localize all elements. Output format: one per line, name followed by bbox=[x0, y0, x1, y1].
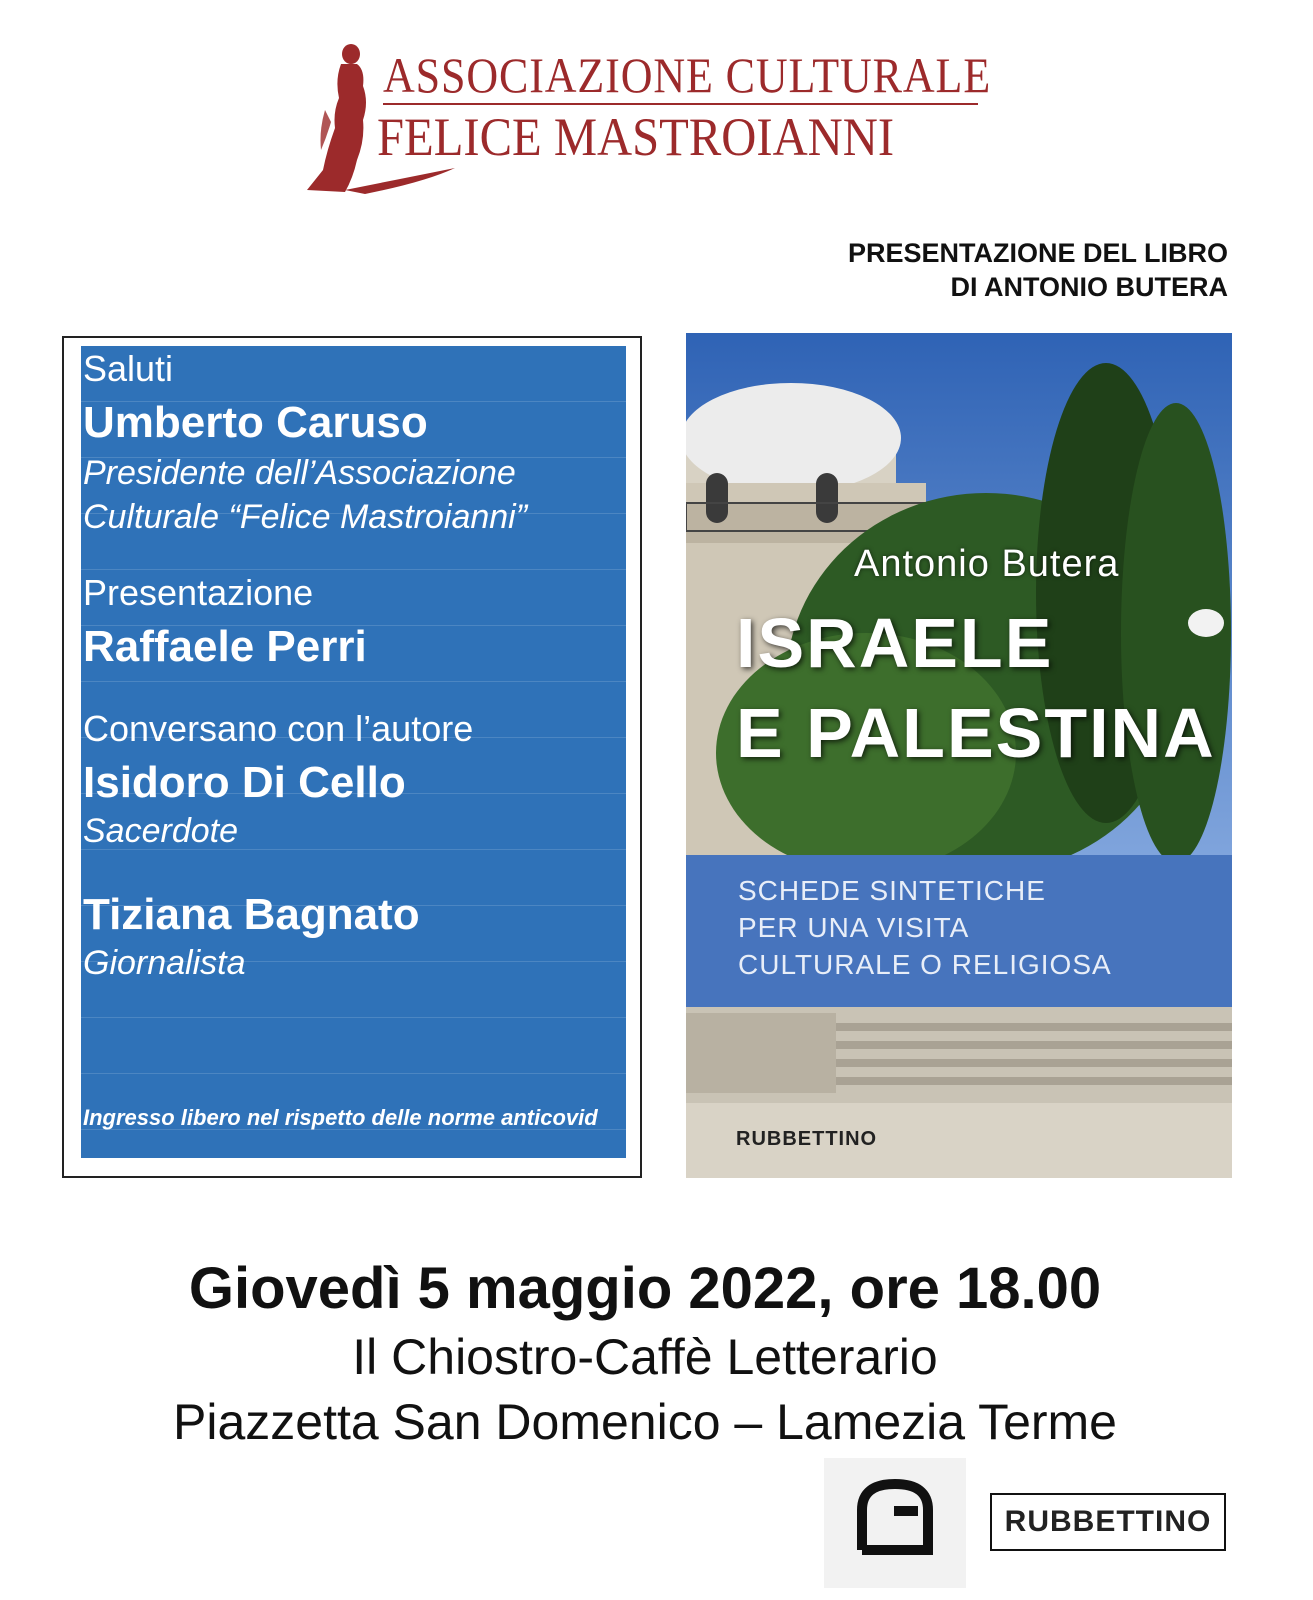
logo-title-line2: FELICE MASTROIANNI bbox=[377, 107, 895, 167]
greetings-name: Umberto Caruso bbox=[83, 398, 428, 447]
presentation-heading bbox=[848, 236, 1228, 304]
speakers-panel bbox=[81, 346, 626, 1158]
publisher-logo: RUBBETTINO bbox=[990, 1493, 1226, 1551]
speaker2-desc: Giornalista bbox=[83, 944, 246, 982]
book-title-line2: E PALESTINA bbox=[736, 694, 1216, 772]
book-title-line1: ISRAELE bbox=[736, 604, 1054, 682]
book-subtitle-line2: PER UNA VISITA bbox=[738, 912, 970, 943]
heading-line1: PRESENTAZIONE DEL LIBRO bbox=[847, 238, 1228, 268]
logo-title-line1: ASSOCIAZIONE CULTURALE bbox=[383, 47, 992, 103]
book-subtitle-line1: SCHEDE SINTETICHE bbox=[738, 875, 1046, 906]
book-publisher: RUBBETTINO bbox=[736, 1128, 878, 1150]
book-cover bbox=[686, 333, 1232, 1178]
book-author: Antonio Butera bbox=[854, 543, 1120, 585]
conversation-label: Conversano con l’autore bbox=[83, 708, 474, 749]
greetings-desc-2: Culturale “Felice Mastroianni” bbox=[83, 498, 528, 536]
association-logo bbox=[305, 40, 992, 200]
book-subtitle-line3: CULTURALE O RELIGIOSA bbox=[738, 949, 1112, 980]
greetings-desc-1: Presidente dell’Associazione bbox=[83, 454, 516, 492]
chiostro-logo bbox=[824, 1458, 966, 1588]
event-venue: Il Chiostro-Caffè Letterario bbox=[352, 1329, 938, 1385]
access-note: Ingresso libero nel rispetto delle norme anticovid bbox=[83, 1105, 598, 1130]
presentation-name: Raffaele Perri bbox=[83, 622, 367, 671]
arch-logo-icon bbox=[824, 1458, 966, 1588]
greetings-label: Saluti bbox=[83, 348, 174, 389]
speaker1-desc: Sacerdote bbox=[83, 812, 238, 850]
speakers-frame bbox=[62, 336, 642, 1178]
logo-divider bbox=[383, 103, 978, 105]
speaker1-name: Isidoro Di Cello bbox=[83, 758, 406, 807]
presentation-label: Presentazione bbox=[83, 572, 314, 613]
event-address: Piazzetta San Domenico – Lamezia Terme bbox=[173, 1394, 1117, 1450]
speaker2-name: Tiziana Bagnato bbox=[83, 890, 420, 939]
book-subtitle-band bbox=[686, 855, 1232, 1007]
event-date: Giovedì 5 maggio 2022, ore 18.00 bbox=[188, 1256, 1102, 1321]
heading-line2: DI ANTONIO BUTERA bbox=[950, 272, 1228, 302]
